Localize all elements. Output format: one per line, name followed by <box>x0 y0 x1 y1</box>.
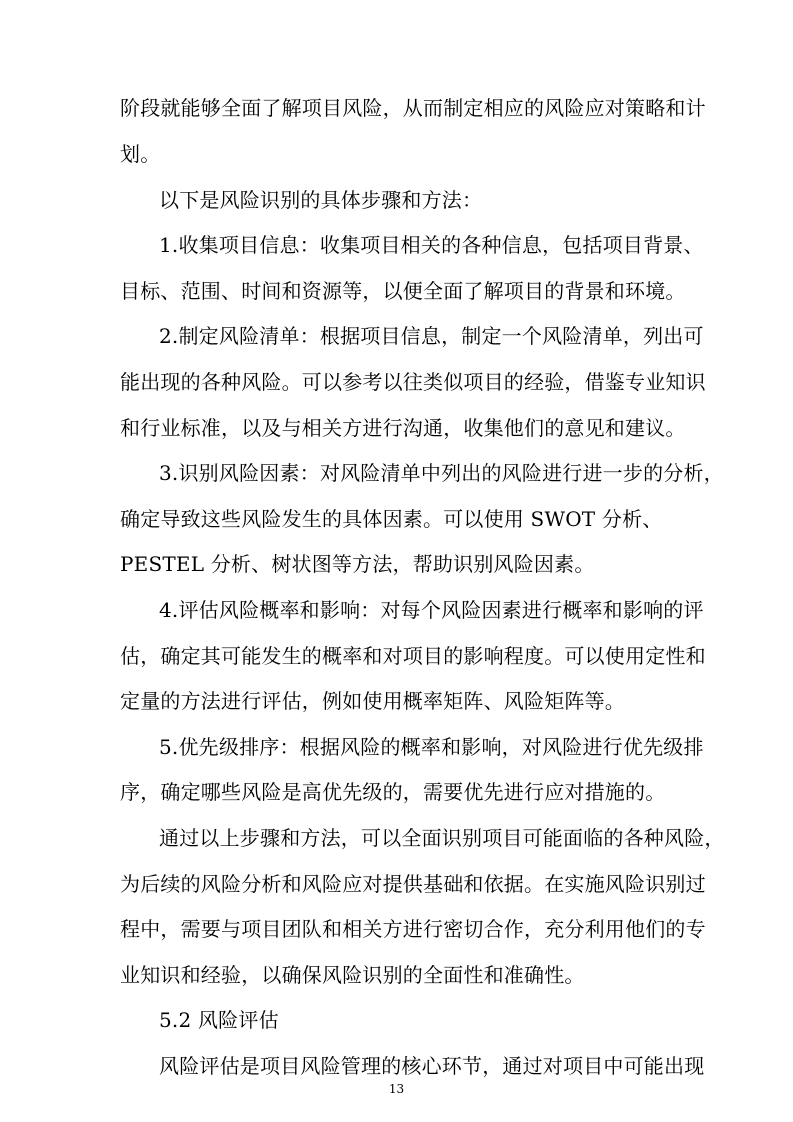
body-text-line: 划。 <box>120 142 161 166</box>
body-text-line: 为后续的风险分析和风险应对提供基础和依据。在实施风险识别过 <box>120 872 706 896</box>
body-text-line: 通过以上步骤和方法，可以全面识别项目可能面临的各种风险， <box>159 826 725 850</box>
body-text-line: 阶段就能够全面了解项目风险，从而制定相应的风险应对策略和计 <box>120 96 706 120</box>
body-text-line: 风险评估是项目风险管理的核心环节，通过对项目中可能出现 <box>159 1054 705 1078</box>
body-text-line: 程中，需要与项目团队和相关方进行密切合作，充分利用他们的专 <box>120 917 706 941</box>
body-text-line: 能出现的各种风险。可以参考以往类似项目的经验，借鉴专业知识 <box>120 370 706 394</box>
body-text-line: 4.评估风险概率和影响：对每个风险因素进行概率和影响的评 <box>159 598 704 622</box>
body-text-line: 序，确定哪些风险是高优先级的，需要优先进行应对措施的。 <box>120 780 666 804</box>
body-text-line: 以下是风险识别的具体步骤和方法： <box>159 188 483 212</box>
body-text-line: 5.优先级排序：根据风险的概率和影响，对风险进行优先级排 <box>159 735 704 759</box>
page-number: 13 <box>388 1082 405 1096</box>
body-text-line: 目标、范围、时间和资源等，以便全面了解项目的背景和环境。 <box>120 279 686 303</box>
body-text-line: 估，确定其可能发生的概率和对项目的影响程度。可以使用定性和 <box>120 644 706 668</box>
body-text-line: 定量的方法进行评估，例如使用概率矩阵、风险矩阵等。 <box>120 689 625 713</box>
body-text-line: 3.识别风险因素：对风险清单中列出的风险进行进一步的分析， <box>159 461 724 485</box>
body-text-line: 业知识和经验，以确保风险识别的全面性和准确性。 <box>120 963 585 987</box>
body-text-line: 确定导致这些风险发生的具体因素。可以使用 SWOT 分析、 <box>120 507 663 531</box>
body-text-line: PESTEL 分析、树状图等方法，帮助识别风险因素。 <box>120 552 595 576</box>
body-text-line: 和行业标准，以及与相关方进行沟通，收集他们的意见和建议。 <box>120 416 686 440</box>
section-heading: 5.2 风险评估 <box>159 1008 279 1032</box>
body-text-line: 1.收集项目信息：收集项目相关的各种信息，包括项目背景、 <box>159 233 704 257</box>
body-text-line: 2.制定风险清单：根据项目信息，制定一个风险清单，列出可 <box>159 324 704 348</box>
